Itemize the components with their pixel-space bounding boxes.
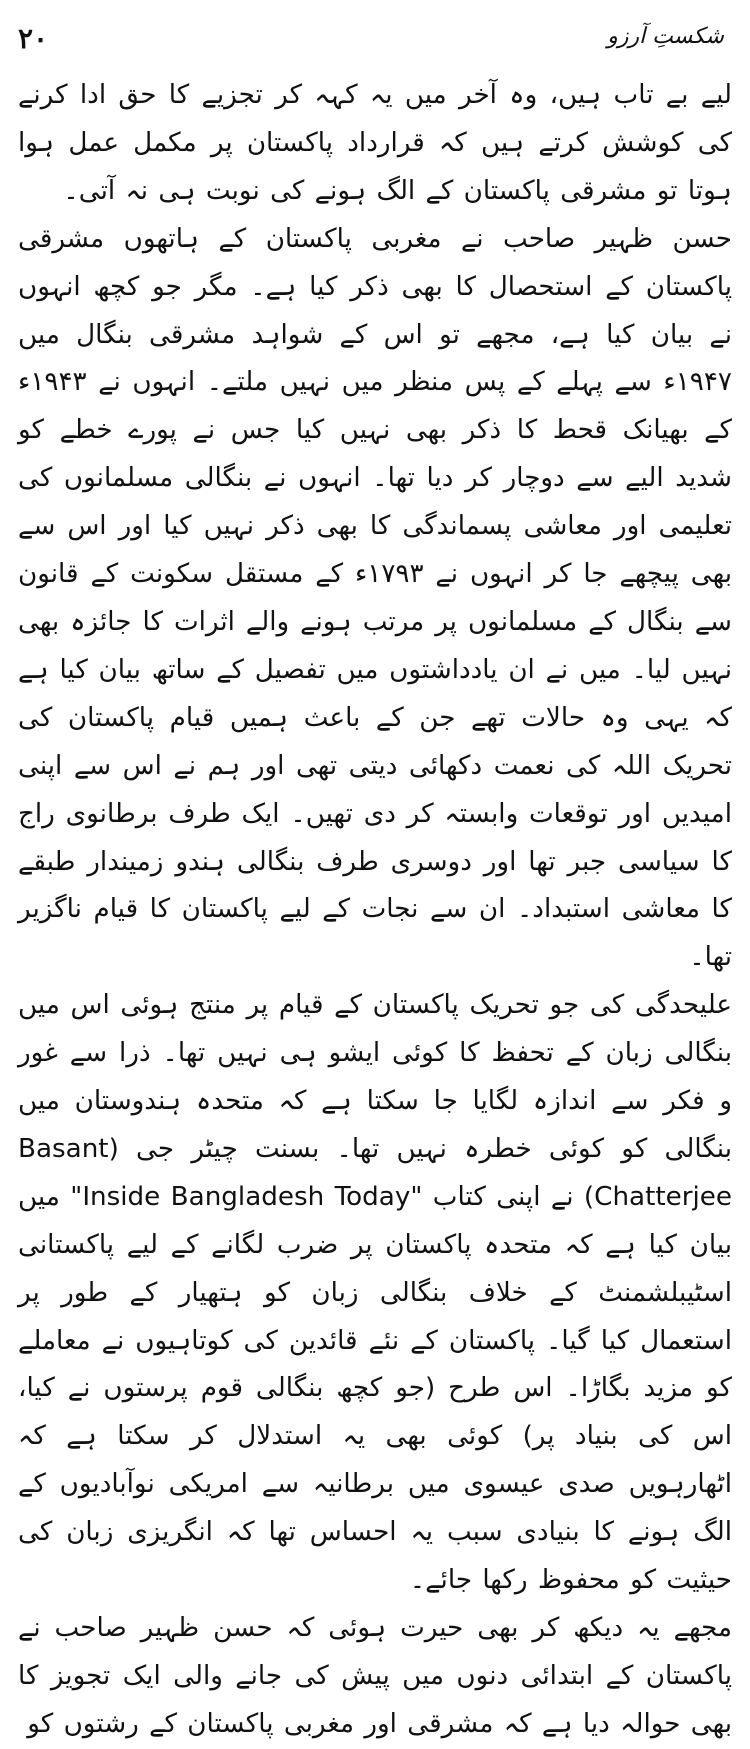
- page-number: ۲۰: [18, 22, 49, 55]
- running-title: شکستِ آرزو: [607, 24, 724, 49]
- body-text: [18, 72, 732, 1739]
- page-header: [18, 18, 732, 66]
- paragraph: علیحدگی کی جو تحریک پاکستان کے قیام پر منتج ہوئی اس میں بنگالی زبان کے تحفظ کا کوئی ایشو ہی نہیں تھا۔ ذرا سے غور و فکر سے اندازہ لگایا جا سکتا ہے کہ متحدہ ہندوستان میں بنگالی کو کوئی خطرہ نہیں تھا۔ بسنت چیٹر جی (Basant Chatterjee) نے اپنی کتاب "Inside Bangladesh Today" میں بیان کیا ہے کہ متحدہ پاکستان پر ضرب لگانے کے لیے پاکستانی اسٹیبلشمنٹ کے خلاف بنگالی زبان کو ہتھیار کے طور پر استعمال کیا گیا۔ پاکستان کے نئے قائدین کی کوتاہیوں نے معاملے کو مزید بگاڑا۔ اس طرح (جو کچھ بنگالی قوم پرستوں نے کیا، اس کی بنیاد پر) کوئی بھی یہ استدلال کر سکتا ہے کہ اٹھارہویں صدی عیسوی میں برطانیہ سے امریکی نوآبادیوں کے الگ ہونے کا بنیادی سبب یہ احساس تھا کہ انگریزی زبان کی حیثیت کو محفوظ رکھا جائے۔: [18, 990, 732, 1596]
- paragraph: حسن ظہیر صاحب نے مغربی پاکستان کے ہاتھوں مشرقی پاکستان کے استحصال کا بھی ذکر کیا ہے۔ مگر جو کچھ انہوں نے بیان کیا ہے، مجھے تو اس کے شواہد مشرقی بنگال میں ۱۹۴۷ء سے پہلے کے پس منظر میں نہیں ملتے۔ انہوں نے ۱۹۴۳ء کے بھیانک قحط کا ذکر بھی نہیں کیا جس نے پورے خطے کو شدید الیے سے دوچار کر دیا تھا۔ انہوں نے بنگالی مسلمانوں کی تعلیمی اور معاشی پسماندگی کا بھی ذکر نہیں کیا اور اس سے بھی پیچھے جا کر انہوں نے ۱۷۹۳ء کے مستقل سکونت کے قانون سے بنگال کے مسلمانوں پر مرتب ہونے والے اثرات کا جائزہ بھی نہیں لیا۔ میں نے ان یادداشتوں میں تفصیل کے ساتھ بیان کیا ہے کہ یہی وہ حالات تھے جن کے باعث ہمیں قیام پاکستان کی تحریک اللہ کی نعمت دکھائی دیتی تھی اور ہم نے اس سے اپنی امیدیں اور توقعات وابستہ کر دی تھیں۔ ایک طرف برطانوی راج کا سیاسی جبر تھا اور دوسری طرف بنگالی ہندو زمیندار طبقے کا معاشی استبداد۔ ان سے نجات کے لیے پاکستان کا قیام ناگزیر تھا۔: [18, 223, 732, 973]
- paragraph: لیے بے تاب ہیں، وہ آخر میں یہ کہہ کر تجزیے کا حق ادا کرنے کی کوشش کرتے ہیں کہ قرارداد پاکستان پر مکمل عمل ہوا ہوتا تو مشرقی پاکستان کے الگ ہونے کی نوبت ہی نہ آتی۔: [18, 80, 732, 206]
- paragraph: مجھے یہ دیکھ کر بھی حیرت ہوئی کہ حسن ظہیر صاحب نے پاکستان کے ابتدائی دنوں میں پیش کی جانے والی ایک تجویز کا بھی حوالہ دیا ہے کہ مشرقی اور مغربی پاکستان کے رشتوں کو: [18, 1613, 732, 1739]
